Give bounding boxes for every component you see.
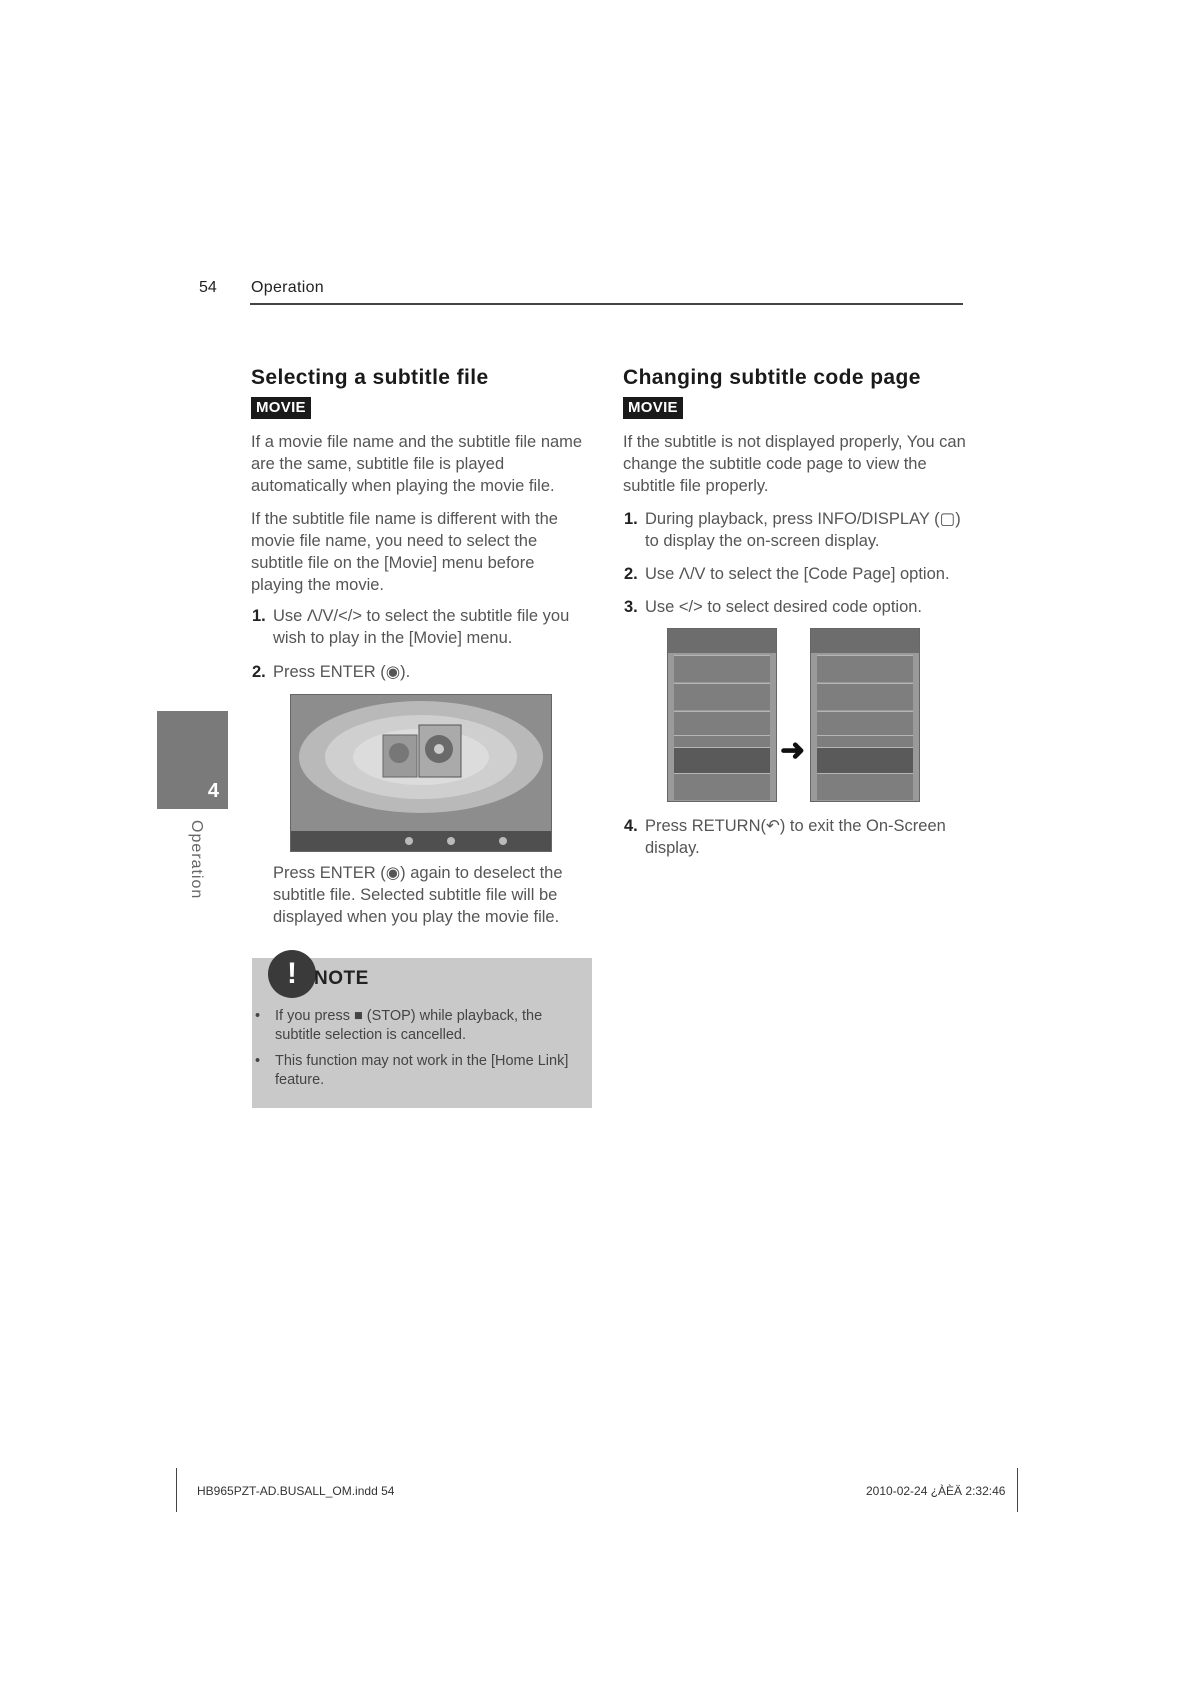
menu-row-selected — [674, 747, 770, 774]
step-number: 1. — [252, 607, 266, 625]
page-number: 54 — [199, 279, 217, 296]
menu-row — [674, 773, 770, 800]
movie-menu-screenshot — [290, 694, 552, 852]
menu-row — [817, 655, 913, 682]
menu-row — [674, 683, 770, 710]
step-number: 2. — [624, 565, 638, 583]
right-heading: Changing subtitle code page — [623, 366, 921, 389]
code-page-screenshot-before — [667, 628, 777, 802]
section-title: Operation — [251, 279, 324, 296]
step-number: 2. — [252, 663, 266, 681]
step-text: Press ENTER (◉). — [273, 663, 411, 681]
movie-badge: MOVIE — [251, 397, 311, 419]
step-text: Use </> to select desired code option. — [645, 598, 923, 616]
step-text: Press RETURN(↶) to exit the On-Screen display. — [645, 817, 946, 857]
menu-row-selected — [817, 747, 913, 774]
left-paragraph-2: If the subtitle file name is different with the movie file name, you need to select the subtitle file on the [Movie] menu before playing the movie. — [251, 510, 558, 594]
header-rule — [250, 303, 963, 305]
left-step-1 — [252, 605, 593, 649]
chapter-number: 4 — [207, 780, 219, 802]
footer-rule-right — [1017, 1468, 1018, 1512]
menu-title — [811, 629, 919, 653]
movie-menu-graphic — [291, 695, 551, 851]
left-paragraph-1: If a movie file name and the subtitle file name are the same, subtitle file is played automatically when playing the movie file. — [251, 433, 583, 495]
menu-row — [674, 655, 770, 682]
note-item-text: This function may not work in the [Home Link] feature. — [275, 1053, 569, 1088]
note-item-2: • This function may not work in the [Home Link] feature. — [255, 1053, 569, 1088]
menu-row — [817, 711, 913, 738]
left-heading: Selecting a subtitle file — [251, 366, 489, 389]
right-step-3 — [624, 596, 970, 618]
step-number: 3. — [624, 598, 638, 616]
step-number: 4. — [624, 817, 638, 835]
step-text: During playback, press INFO/DISPLAY (▢) to display the on-screen display. — [645, 510, 961, 550]
note-warning-icon: ! — [268, 950, 316, 998]
movie-badge: MOVIE — [623, 397, 683, 419]
arrow-right-icon: ➜ — [780, 734, 806, 767]
footer-date: 2010-02-24 ¿ÀÈÄ 2:32:46 — [866, 1484, 1006, 1498]
right-paragraph-1: If the subtitle is not displayed properly, You can change the subtitle code page to view the subtitle file properly. — [623, 433, 966, 495]
menu-row — [817, 773, 913, 800]
right-step-4 — [624, 815, 970, 859]
chapter-label: Operation — [188, 820, 205, 900]
step-text: Use Λ/V/</> to select the subtitle file you wish to play in the [Movie] menu. — [273, 607, 570, 647]
left-step-2 — [252, 661, 593, 683]
step-number: 1. — [624, 510, 638, 528]
note-title: NOTE — [314, 968, 369, 989]
step-text: Use Λ/V to select the [Code Page] option. — [645, 565, 950, 583]
menu-row — [817, 683, 913, 710]
footer-rule-left — [176, 1468, 177, 1512]
code-page-screenshot-after — [810, 628, 920, 802]
right-step-1 — [624, 508, 970, 552]
left-after-text: Press ENTER (◉) again to deselect the subtitle file. Selected subtitle file will be displayed when you play the movie file. — [273, 864, 563, 926]
footer-file: HB965PZT-AD.BUSALL_OM.indd 54 — [197, 1484, 395, 1498]
note-item-1: • If you press ■ (STOP) while playback, the subtitle selection is cancelled. — [255, 1008, 543, 1043]
note-item-text: If you press ■ (STOP) while playback, the subtitle selection is cancelled. — [275, 1008, 543, 1043]
right-step-2 — [624, 563, 970, 585]
menu-title — [668, 629, 776, 653]
menu-row — [674, 711, 770, 738]
